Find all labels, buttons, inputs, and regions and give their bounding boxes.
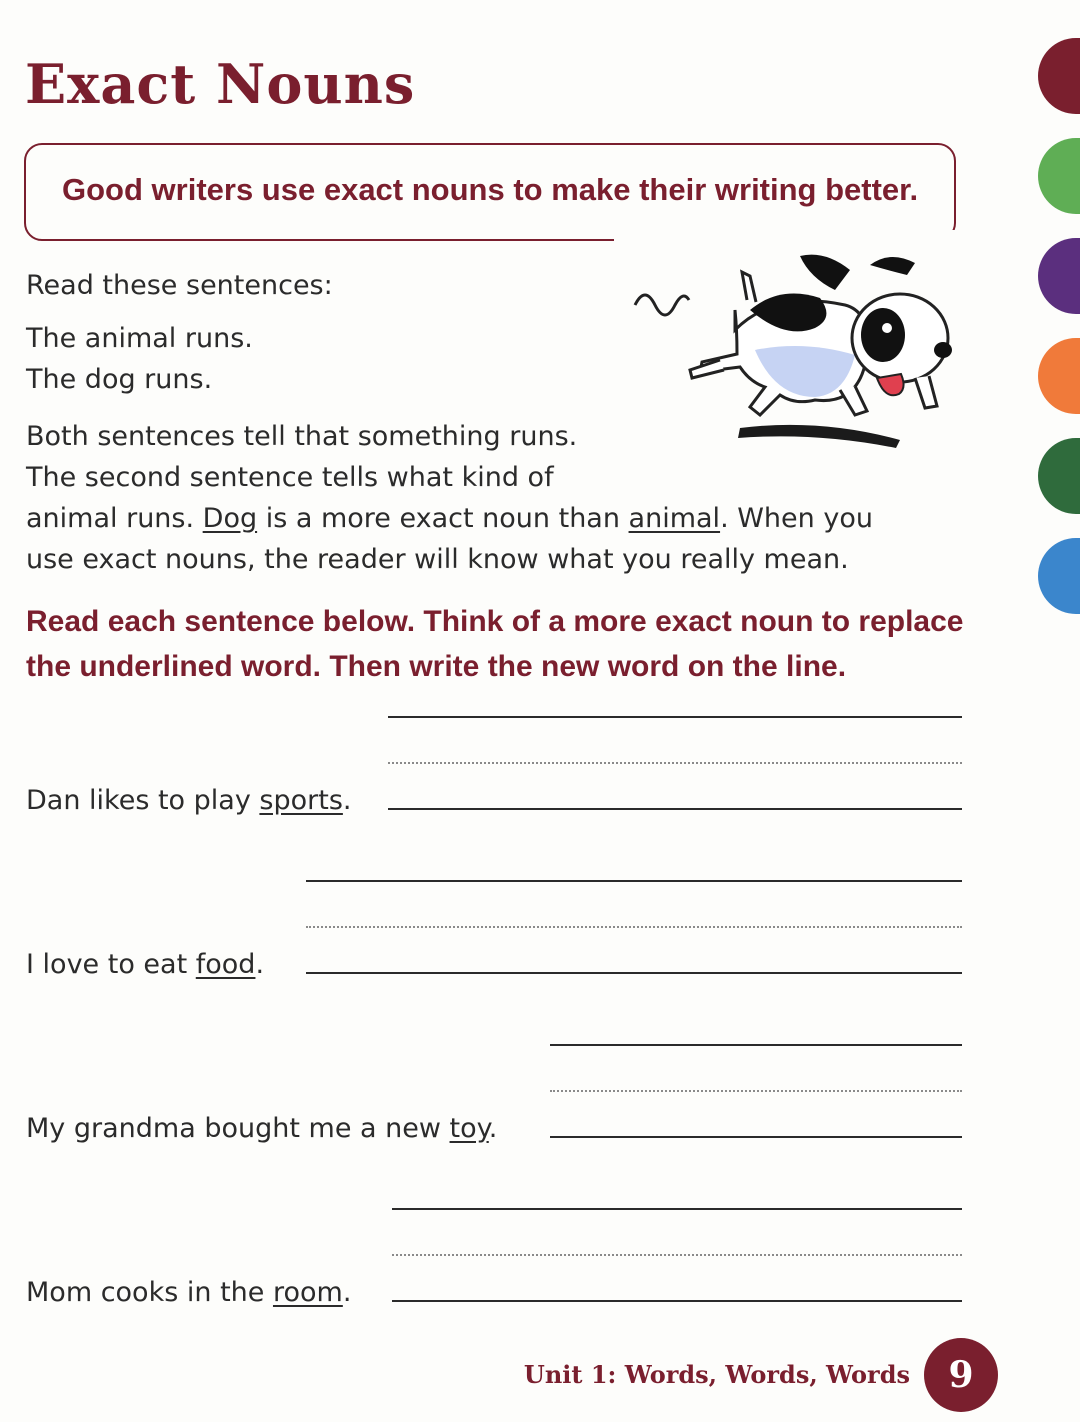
- color-tab-3: [1038, 238, 1080, 314]
- underlined-word: room: [272, 1277, 343, 1308]
- color-tab-6: [1038, 538, 1080, 614]
- answer-guide-4: [392, 1254, 962, 1256]
- underlined-word: food: [195, 949, 256, 980]
- exercise-sentence-2: I love to eat food.: [26, 949, 265, 980]
- page-title: Exact Nouns: [25, 52, 416, 116]
- answer-line-3[interactable]: [550, 1136, 962, 1138]
- example-sentence-1: The animal runs.: [26, 323, 253, 354]
- instructions: [26, 599, 966, 689]
- explanation-line-1: Both sentences tell that something runs.: [26, 421, 578, 452]
- answer-line-4-top[interactable]: [392, 1208, 962, 1210]
- unit-footer: Unit 1: Words, Words, Words: [523, 1360, 910, 1389]
- color-tab-2: [1038, 138, 1080, 214]
- exercise-sentence-3: My grandma bought me a new toy.: [26, 1113, 498, 1144]
- motion-swirl-icon: [635, 295, 689, 315]
- read-label: Read these sentences:: [26, 270, 333, 301]
- explanation-line-4: use exact nouns, the reader will know what you really mean.: [26, 544, 849, 575]
- answer-line-4[interactable]: [392, 1300, 962, 1302]
- example-sentence-2: The dog runs.: [26, 364, 213, 395]
- answer-line-1[interactable]: [388, 808, 962, 810]
- answer-guide-3: [550, 1090, 962, 1092]
- explanation-line-3: animal runs. Dog is a more exact noun than animal. When you: [26, 503, 873, 534]
- underlined-word: sports: [259, 785, 343, 816]
- color-tab-1: [1038, 38, 1080, 114]
- page-number: 9: [924, 1338, 998, 1412]
- color-tab-4: [1038, 338, 1080, 414]
- tip-text: Good writers use exact nouns to make their writing better.: [62, 172, 919, 207]
- dog-illustration: [625, 250, 955, 475]
- instructions-line-1: Read each sentence below. Think of a more exact noun to replace: [26, 605, 964, 638]
- shadow-icon: [738, 425, 900, 448]
- explanation-line-2: The second sentence tells what kind of: [26, 462, 554, 493]
- underlined-animal: animal: [628, 503, 721, 534]
- answer-line-3-top[interactable]: [550, 1044, 962, 1046]
- exercise-sentence-1: Dan likes to play sports.: [26, 785, 352, 816]
- instructions-line-2: the underlined word. Then write the new word on the line.: [26, 650, 847, 683]
- answer-guide-2: [306, 926, 962, 928]
- tip-box-gap: [614, 230, 974, 246]
- answer-line-1-top[interactable]: [388, 716, 962, 718]
- underlined-word: toy: [449, 1113, 489, 1144]
- answer-line-2-top[interactable]: [306, 880, 962, 882]
- underlined-dog: Dog: [202, 503, 258, 534]
- exercise-sentence-4: Mom cooks in the room.: [26, 1277, 352, 1308]
- answer-line-2[interactable]: [306, 972, 962, 974]
- color-tab-5: [1038, 438, 1080, 514]
- answer-guide-1: [388, 762, 962, 764]
